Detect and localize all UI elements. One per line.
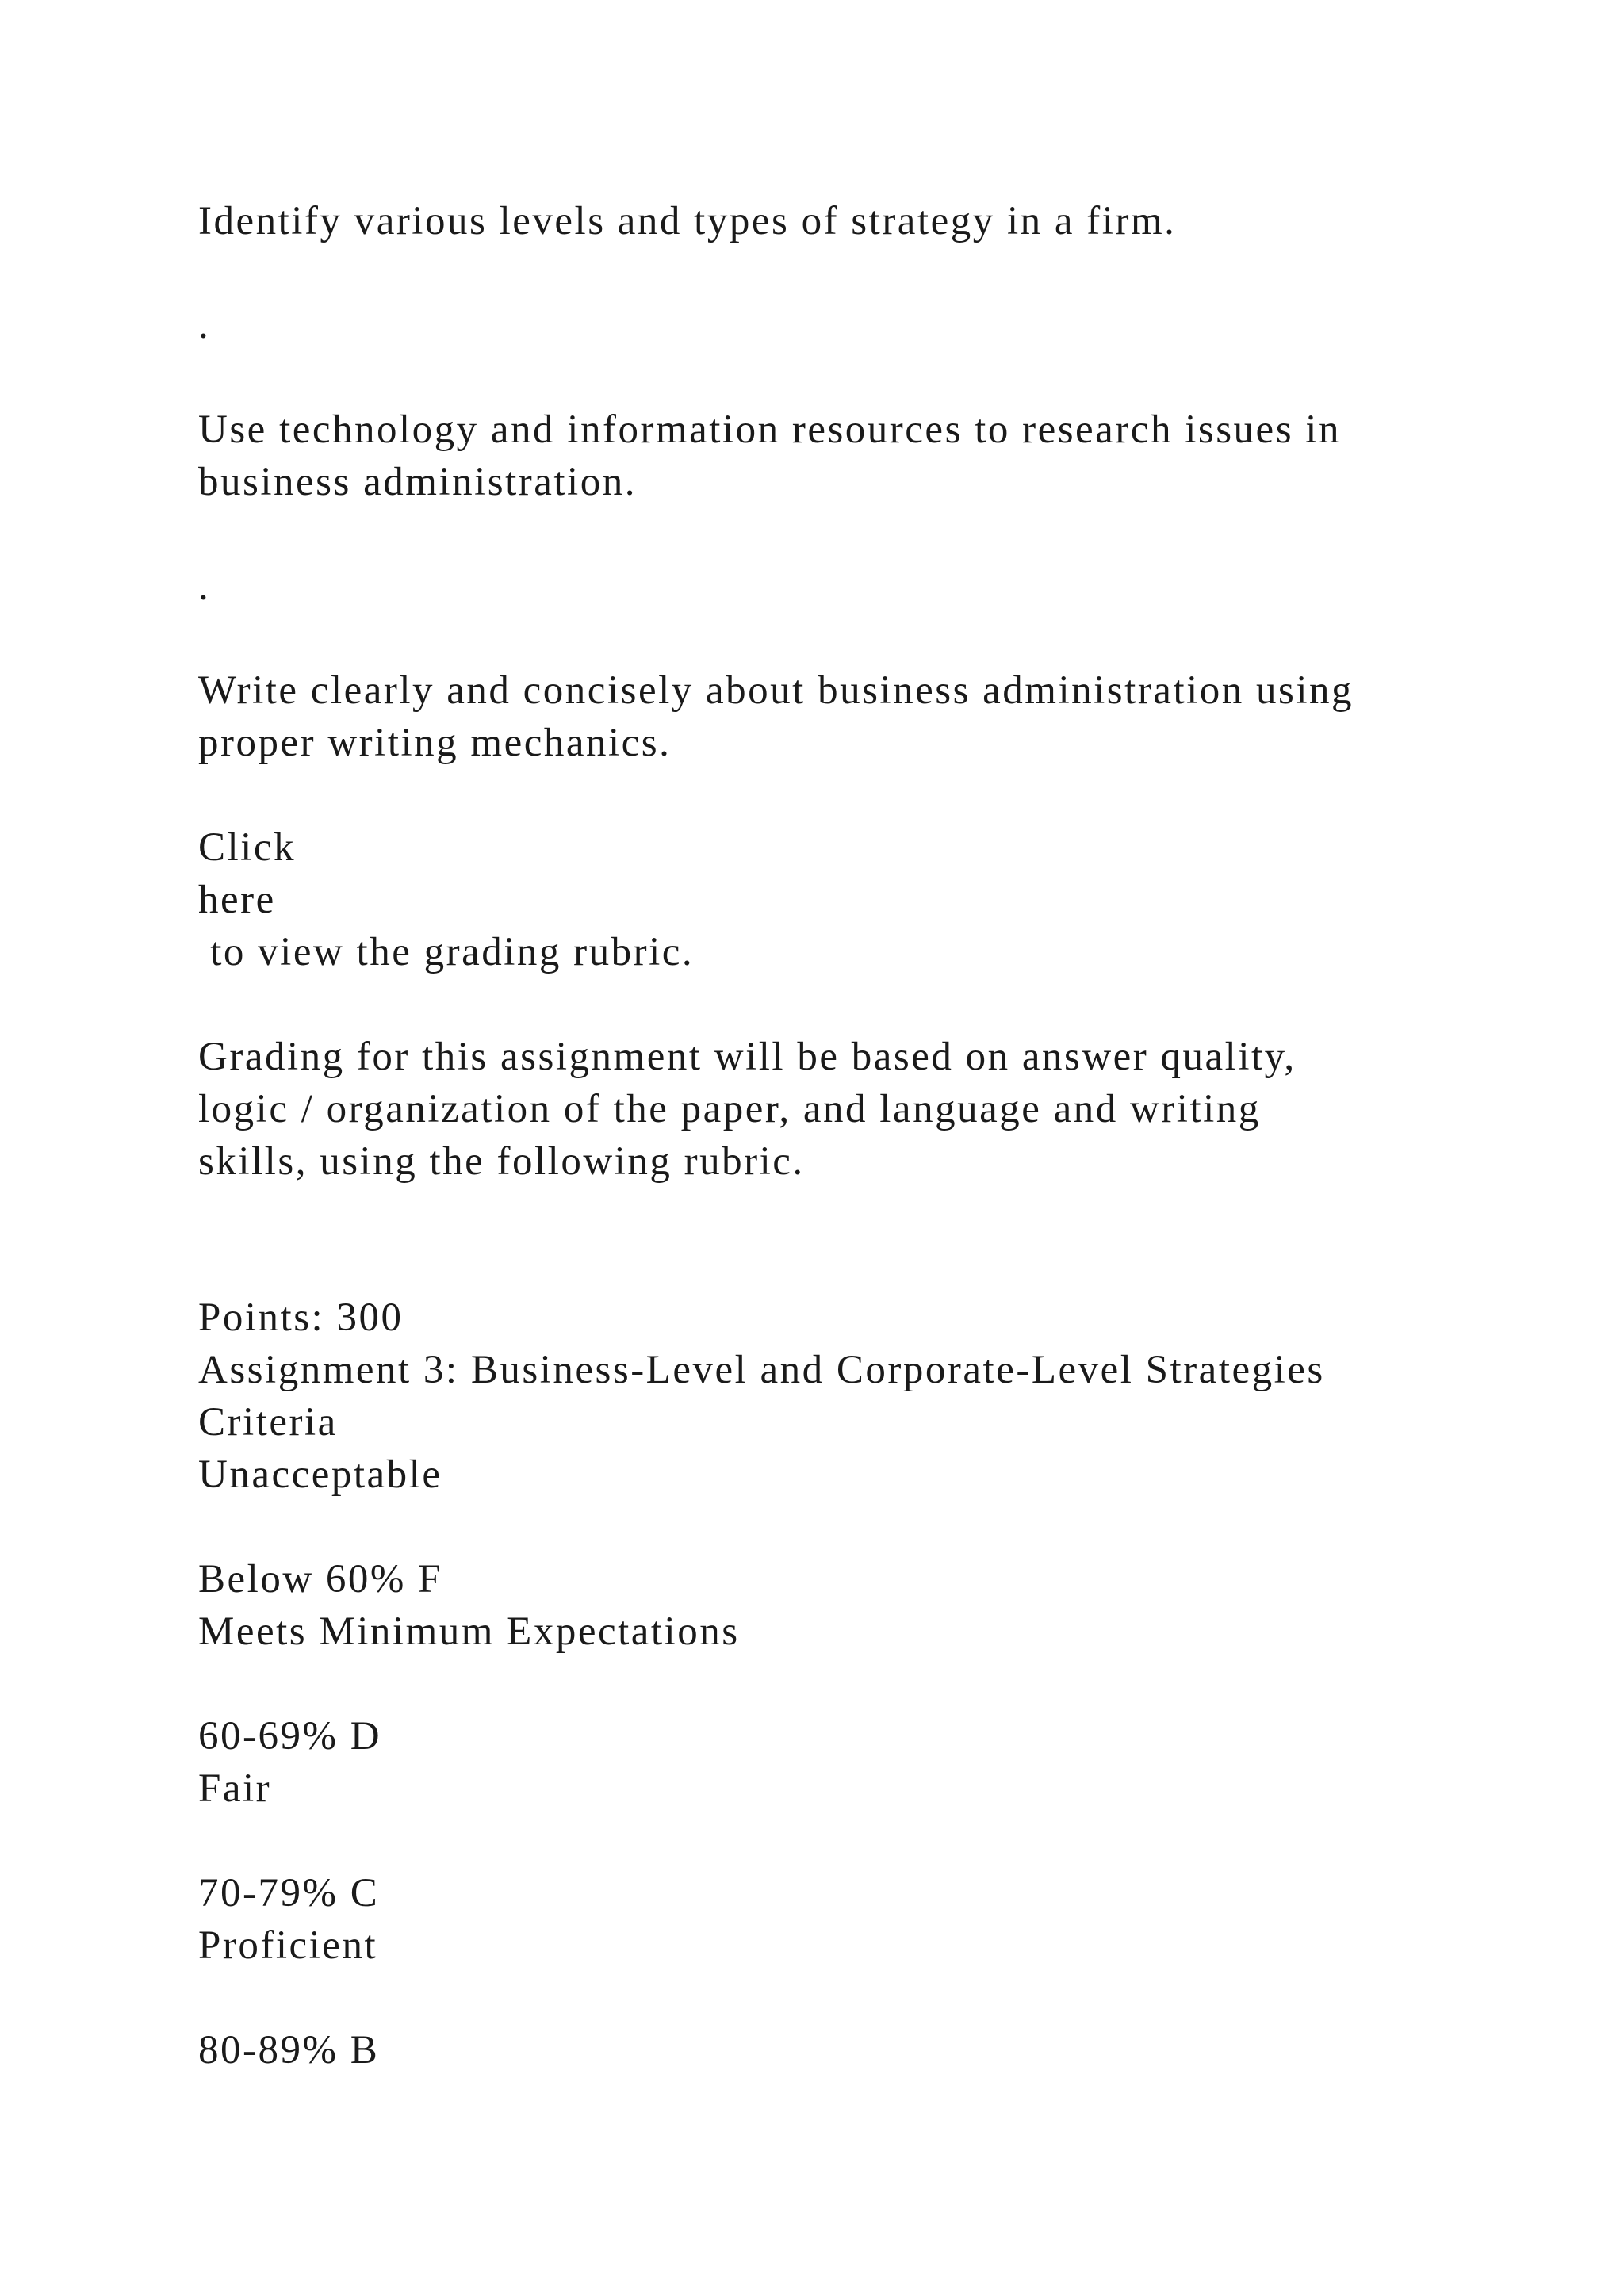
bullet-separator: . xyxy=(198,564,211,609)
rubric-link-suffix: to view the grading rubric. xyxy=(198,930,695,974)
grading-paragraph-line-2: logic / organization of the paper, and language and writing xyxy=(198,1087,1261,1131)
rubric-header-unacceptable: Unacceptable xyxy=(198,1452,442,1497)
rubric-header-meets-minimum: Meets Minimum Expectations xyxy=(198,1609,740,1654)
bullet-separator: . xyxy=(198,303,211,347)
rubric-grade-d: 60-69% D xyxy=(198,1714,382,1758)
points-total: Points: 300 xyxy=(198,1295,404,1340)
rubric-header-criteria: Criteria xyxy=(198,1400,338,1445)
objective-strategy-levels: Identify various levels and types of strategy in a firm. xyxy=(198,199,1177,243)
grading-paragraph-line-3: skills, using the following rubric. xyxy=(198,1139,805,1184)
rubric-grade-b: 80-89% B xyxy=(198,2028,380,2072)
objective-technology-line-1: Use technology and information resources to research issues in xyxy=(198,408,1341,452)
objective-writing-line-2: proper writing mechanics. xyxy=(198,721,672,765)
click-text: Click xyxy=(198,825,296,870)
rubric-grade-f: Below 60% F xyxy=(198,1557,442,1601)
rubric-title: Assignment 3: Business-Level and Corporate-Level Strategies xyxy=(198,1348,1325,1392)
grading-paragraph-line-1: Grading for this assignment will be based on answer quality, xyxy=(198,1035,1297,1079)
rubric-header-proficient: Proficient xyxy=(198,1923,378,1968)
rubric-header-fair: Fair xyxy=(198,1766,272,1811)
objective-technology-line-2: business administration. xyxy=(198,460,637,504)
rubric-grade-c: 70-79% C xyxy=(198,1871,380,1915)
rubric-link[interactable]: here xyxy=(198,878,276,922)
objective-writing-line-1: Write clearly and concisely about business administration using xyxy=(198,668,1354,713)
